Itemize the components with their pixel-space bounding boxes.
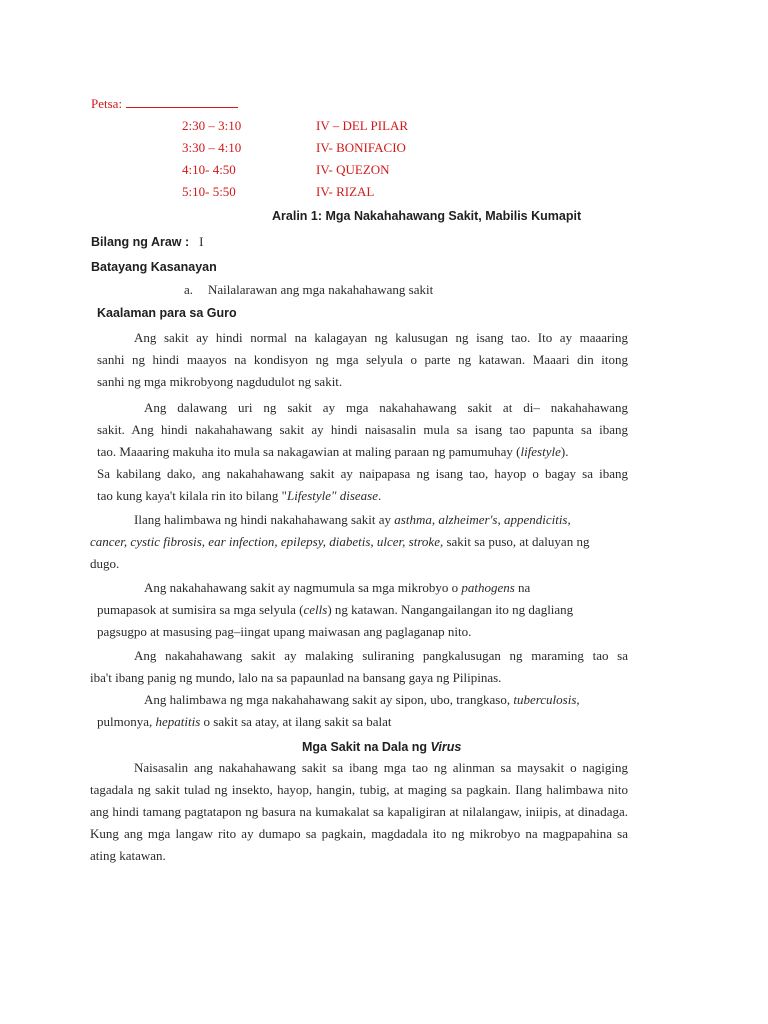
batayang-item-marker: a. [184,282,194,297]
schedule-time: 5:10- 5:50 [182,184,236,199]
italic-term: hepatitis [155,714,201,729]
schedule-section: IV- BONIFACIO [316,140,406,155]
bilang-label: Bilang ng Araw : [91,235,190,249]
paragraph-line [97,714,392,730]
text-run: Ang nakahahawang sakit ay nagmumula sa mga mikrobyo o [144,580,462,595]
paragraph-line: Ang sakit ay hindi normal na kalagayan ng kalusugan ng isang tao. Ito ay maaaring [134,330,628,345]
lesson-title: Aralin 1: Mga Nakahahawang Sakit, Mabilis Kumapit [272,209,582,223]
paragraph-line [97,444,568,460]
virus-section-heading [302,740,461,754]
text-run: o sakit sa atay, at ilang sakit sa balat [200,714,392,729]
paragraph-line: pagsugpo at masusing pag–iingat upang maiwasan ang paglaganap nito. [97,624,472,639]
paragraph-line: Ang nakahahawang sakit ay malaking suliraning pangkalusugan ng maraming tao sa [134,648,628,663]
paragraph-line [144,580,530,596]
paragraph-line: iba't ibang panig ng mundo, lalo na sa papaunlad na bansang gaya ng Pilipinas. [90,670,502,685]
text-run: pumapasok at sumisira sa mga selyula ( [97,602,304,617]
schedule-time: 2:30 – 3:10 [182,118,242,133]
bilang-value: I [199,234,204,249]
kaalaman-heading: Kaalaman para sa Guro [97,306,237,320]
text-run: Ang halimbawa ng mga nakahahawang sakit ay sipon, ubo, trangkaso, [144,692,514,707]
schedule-section: IV- RIZAL [316,184,375,199]
italic-term: pathogens [461,580,515,595]
text-run: Ilang halimbawa ng hindi nakahahawang sakit ay [134,512,395,527]
schedule-section: IV – DEL PILAR [316,118,409,133]
paragraph-line: Kung ang mga langaw rito ay dumapo sa pagkain, magdadala ito ng mikrobyo na magpapahina sa [90,826,628,841]
paragraph-line [144,692,580,708]
text-run: . [378,488,382,503]
paragraph-line [134,512,571,528]
text-run: ) ng katawan. Nangangailangan ito ng dagliang [327,602,574,617]
batayang-item-text: Nailalarawan ang mga nakahahawang sakit [208,282,434,297]
schedule-section: IV- QUEZON [316,162,390,177]
italic-term: lifestyle [520,444,561,459]
paragraph-line [90,534,589,550]
heading-text: Mga Sakit na Dala ng [302,740,431,754]
italic-term: asthma, alzheimer's, appendicitis, [394,512,571,527]
paragraph-line: tagadala ng sakit tulad ng insekto, hayop, hangin, tubig, at maging sa pagkain. Ilang halimbawa nito [90,782,628,797]
paragraph-line [97,488,381,504]
italic-term: Lifestyle" disease [286,488,378,503]
paragraph-line: Naisasalin ang nakahahawang sakit sa ibang mga tao ng alinman sa maysakit o nagiging [134,760,628,775]
paragraph-line: ating katawan. [90,848,166,863]
paragraph-line: sanhi ng hindi maayos na kondisyon ng mga selyula o parte ng katawan. Maaari din itong [97,352,628,367]
paragraph-line: sakit. Ang hindi nakahahawang sakit ay hindi naisasalin mula sa isang tao papunta sa ibang [97,422,628,437]
text-run: tao. Maaaring makuha ito mula sa nakagawian at maling paraan ng pamumuhay ( [97,444,521,459]
text-run: pulmonya, [97,714,156,729]
text-run: sakit sa puso, at daluyan ng [443,534,590,549]
italic-term: tuberculosis, [513,692,580,707]
paragraph-line: ang hindi tamang pagtatapon ng basura na kumakalat sa kapaligiran at nilalangaw, iniipis, at dinadaga. [90,804,628,819]
text-run: tao kung kaya't kilala rin ito bilang " [97,488,287,503]
italic-term: cancer, cystic fibrosis, ear infection, epilepsy, diabetis, ulcer, stroke, [90,534,444,549]
petsa-label: Petsa: [91,96,123,111]
paragraph-line [97,602,573,618]
paragraph-line: sanhi ng mga mikrobyong nagdudulot ng sakit. [97,374,343,389]
petsa-field [91,96,238,112]
paragraph-line: dugo. [90,556,120,571]
heading-italic: Virus [430,740,462,754]
paragraph-line: Ang dalawang uri ng sakit ay mga nakahahawang sakit at di– nakahahawang [144,400,628,415]
text-run: ). [560,444,569,459]
schedule-time: 4:10- 4:50 [182,162,236,177]
schedule-time: 3:30 – 4:10 [182,140,242,155]
italic-term: cells [303,602,328,617]
text-run: na [514,580,531,595]
petsa-blank-line [126,97,238,108]
bilang-ng-araw [91,233,204,251]
batayang-heading: Batayang Kasanayan [91,260,217,274]
paragraph-line: Sa kabilang dako, ang nakahahawang sakit ay naipapasa ng isang tao, hayop o bagay sa ibang [97,466,628,481]
